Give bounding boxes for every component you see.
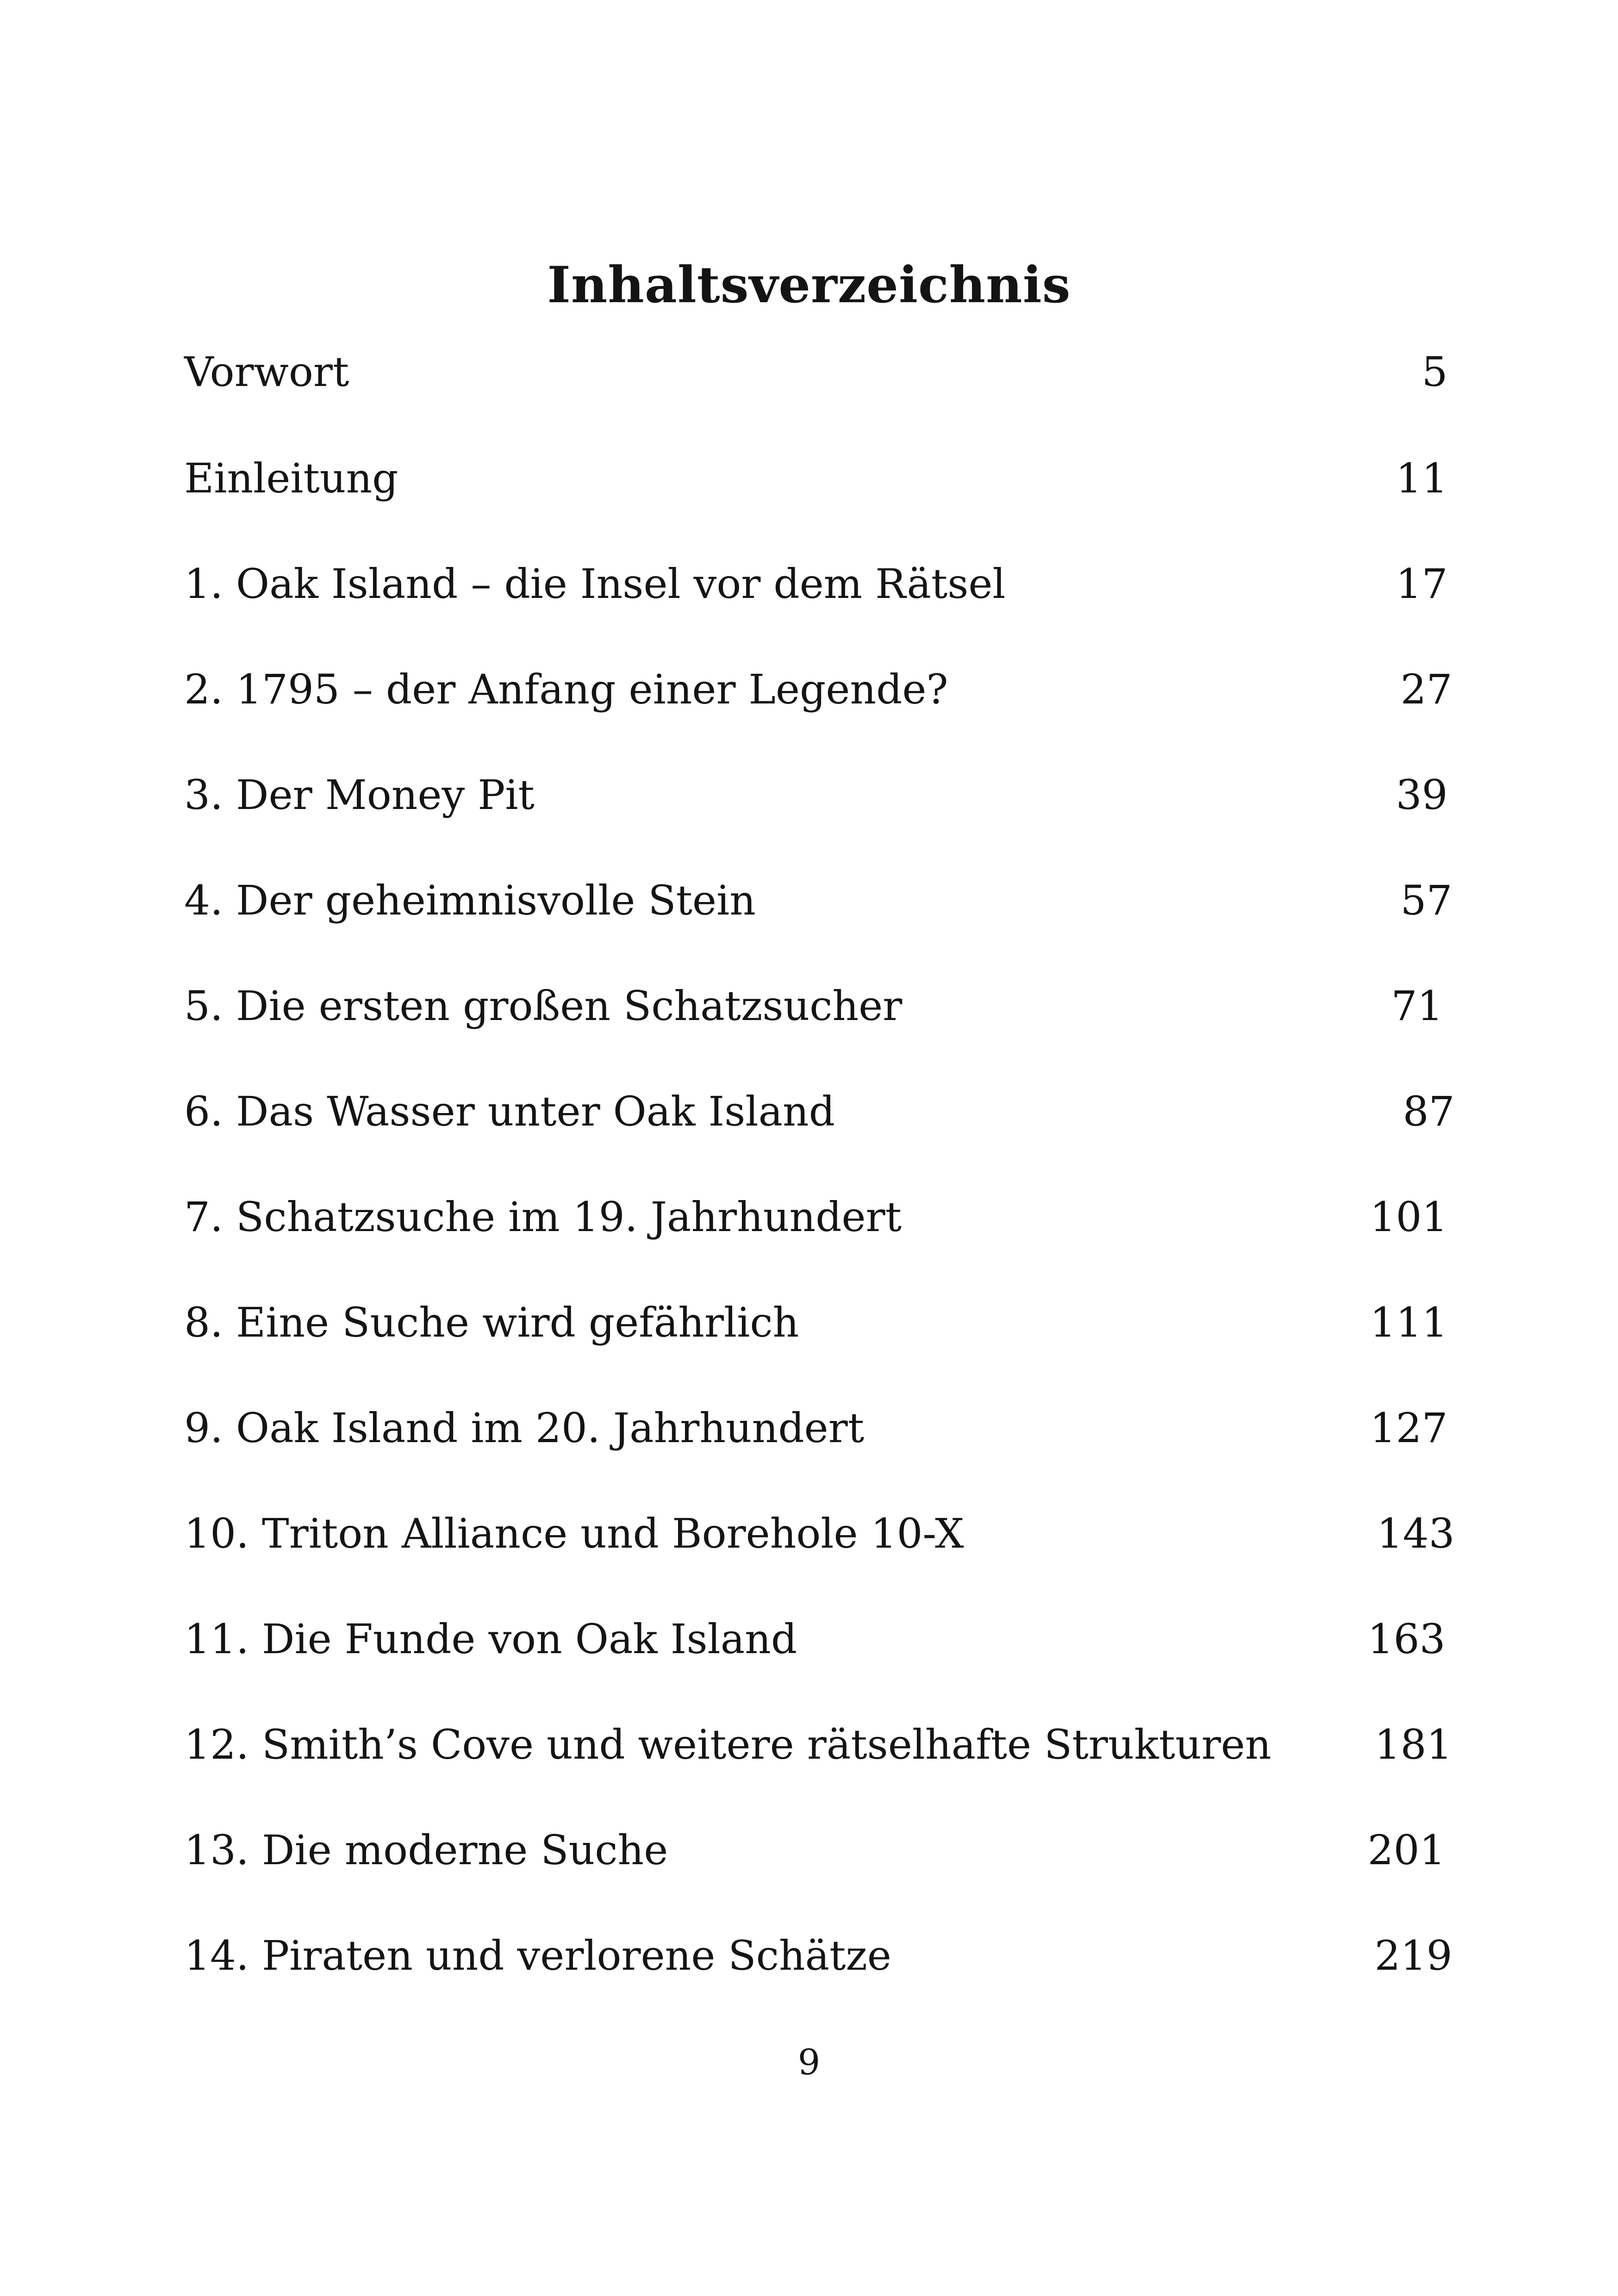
- toc-entry-chapter-1: [184, 560, 1448, 619]
- toc-entry-label: 1. Oak Island – die Insel vor dem Rätsel: [184, 560, 1006, 608]
- toc-entry-label: 13. Die moderne Suche: [184, 1826, 668, 1874]
- toc-entry-chapter-11: [184, 1615, 1445, 1674]
- toc-entry-chapter-7: [184, 1193, 1448, 1252]
- page-title: Inhaltsverzeichnis: [547, 256, 1071, 315]
- toc-entry-page: 127: [1370, 1404, 1448, 1452]
- toc-entry-chapter-13: [184, 1826, 1445, 1885]
- toc-entry-einleitung: [184, 454, 1448, 514]
- toc-entry-label: 11. Die Funde von Oak Island: [184, 1615, 797, 1663]
- toc-entry-page: 39: [1396, 771, 1448, 819]
- toc-entry-vorwort: [184, 348, 1448, 407]
- toc-entry-chapter-6: [184, 1088, 1455, 1147]
- toc-entry-chapter-10: [184, 1510, 1455, 1569]
- toc-entry-page: 219: [1375, 1932, 1452, 1979]
- toc-entry-label: 8. Eine Suche wird gefährlich: [184, 1299, 799, 1346]
- toc-entry-chapter-9: [184, 1404, 1448, 1463]
- toc-entry-page: 163: [1368, 1615, 1445, 1663]
- toc-entry-chapter-2: [184, 666, 1452, 725]
- toc-entry-label: Einleitung: [184, 454, 398, 502]
- toc-entry-label: 3. Der Money Pit: [184, 771, 535, 819]
- toc-entry-chapter-3: [184, 771, 1448, 830]
- toc-entry-label: 14. Piraten und verlorene Schätze: [184, 1932, 891, 1979]
- toc-entry-page: 17: [1396, 560, 1448, 608]
- toc-entry-page: 27: [1400, 666, 1452, 713]
- toc-entry-chapter-5: [184, 982, 1443, 1041]
- toc-entry-page: 111: [1370, 1299, 1448, 1346]
- toc-entry-label: 10. Triton Alliance und Borehole 10-X: [184, 1510, 964, 1557]
- toc-entry-label: 2. 1795 – der Anfang einer Legende?: [184, 666, 948, 713]
- toc-entry-page: 101: [1370, 1193, 1448, 1241]
- toc-entry-page: 57: [1400, 877, 1452, 924]
- toc-entry-label: 7. Schatzsuche im 19. Jahrhundert: [184, 1193, 902, 1241]
- toc-entry-page: 5: [1422, 348, 1448, 396]
- toc-entry-page: 143: [1377, 1510, 1455, 1557]
- toc-entry-chapter-12: [184, 1721, 1452, 1780]
- toc-entry-chapter-4: [184, 877, 1452, 936]
- toc-entry-page: 87: [1403, 1088, 1455, 1135]
- toc-entry-page: 181: [1375, 1721, 1452, 1768]
- toc-entry-label: 4. Der geheimnisvolle Stein: [184, 877, 756, 924]
- toc-entry-chapter-8: [184, 1299, 1448, 1358]
- toc-entry-page: 11: [1396, 454, 1448, 502]
- toc-entry-label: 5. Die ersten großen Schatzsucher: [184, 982, 902, 1030]
- toc-entry-label: 9. Oak Island im 20. Jahrhundert: [184, 1404, 865, 1452]
- toc-entry-label: 12. Smith’s Cove und weitere rätselhafte Strukturen: [184, 1721, 1271, 1768]
- toc-entry-page: 71: [1391, 982, 1443, 1030]
- toc-entry-label: 6. Das Wasser unter Oak Island: [184, 1088, 835, 1135]
- toc-entry-page: 201: [1368, 1826, 1445, 1874]
- toc-entry-label: Vorwort: [184, 348, 349, 396]
- page-number: 9: [797, 2041, 821, 2083]
- toc-entry-chapter-14: [184, 1932, 1452, 1991]
